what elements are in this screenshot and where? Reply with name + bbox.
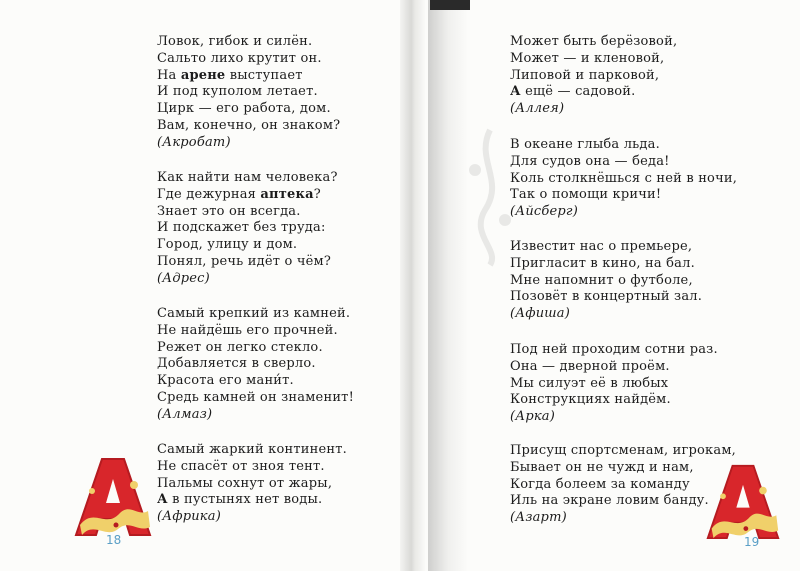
riddle-line: Известит нас о премьере, [510, 239, 693, 254]
riddle-answer: (Акробат) [157, 134, 231, 150]
riddle-line [157, 68, 340, 85]
riddle-afrika [157, 442, 347, 526]
riddle-line: Мы силуэт её в любых [510, 375, 669, 391]
riddle-arka [510, 342, 718, 426]
riddle-line-text: На [157, 67, 181, 83]
riddle-line-text: в пустынях нет воды. [167, 492, 323, 508]
riddle-line: Средь камней он знаменит! [157, 389, 354, 405]
book-gutter [400, 0, 425, 571]
riddle-line: Для судов она — беда! [510, 153, 670, 169]
riddle-line: Иль на экране ловим банду. [510, 493, 709, 509]
riddle-line: Цирк — его работа, дом. [157, 101, 331, 117]
riddle-line [157, 492, 347, 509]
riddle-line: Добавляется в сверло. [157, 356, 316, 372]
riddle-line: Понял, речь идёт о чём? [157, 253, 331, 269]
riddle-adres [157, 170, 338, 288]
riddle-line: И подскажет без труда: [157, 220, 326, 236]
riddle-answer: (Айсберг) [510, 204, 578, 220]
riddle-line: И под куполом летает. [157, 84, 318, 100]
riddle-line: В океане глыба льда. [510, 137, 660, 152]
riddle-line: Сальто лихо крутит он. [157, 50, 322, 66]
riddle-keyword: А [157, 492, 168, 508]
riddle-azart [510, 443, 736, 527]
riddle-line: Ловок, гибок и силён. [157, 34, 313, 49]
letter-a-decorative-icon [704, 462, 782, 540]
riddle-answer: (Афиша) [510, 306, 571, 322]
riddle-line: Мне напомнит о футболе, [510, 272, 693, 288]
riddle-line: Город, улицу и дом. [157, 237, 298, 253]
riddle-answer: (Арка) [510, 409, 556, 425]
riddle-aysberg [510, 137, 737, 221]
riddle-line: Самый крепкий из камней. [157, 306, 351, 321]
riddle-line: Она — дверной проём. [510, 358, 670, 374]
riddle-line: Пригласит в кино, на бал. [510, 255, 695, 271]
page-number: 18 [106, 533, 122, 547]
riddle-line: Самый жаркий континент. [157, 442, 347, 457]
riddle-alleya [510, 34, 677, 118]
riddle-line: Вам, конечно, он знаком? [157, 117, 341, 133]
riddle-answer: (Азарт) [510, 510, 567, 526]
page-number: 19 [744, 535, 760, 549]
riddle-akrobat [157, 34, 340, 152]
riddle-almaz [157, 306, 354, 424]
riddle-line-text: ещё — садовой. [520, 84, 636, 100]
riddle-line: Не найдёшь его прочней. [157, 322, 338, 338]
riddle-line [510, 84, 677, 101]
riddle-line: Так о помощи кричи! [510, 187, 662, 203]
riddle-line: Липовой и парковой, [510, 67, 660, 83]
riddle-keyword: арене [180, 67, 226, 83]
riddle-line: Как найти нам человека? [157, 170, 338, 185]
riddle-line-text: ? [313, 186, 321, 202]
riddle-line: Может — и кленовой, [510, 50, 665, 66]
riddle-line: Позовёт в концертный зал. [510, 289, 703, 305]
riddle-line: Присущ спортсменам, игрокам, [510, 443, 736, 458]
riddle-line: Может быть берёзовой, [510, 34, 678, 49]
riddle-answer: (Адрес) [157, 270, 210, 286]
riddle-line: Не спасёт от зноя тент. [157, 458, 325, 474]
riddle-line: Режет он легко стекло. [157, 339, 323, 355]
riddle-line [157, 187, 338, 204]
riddle-line: Знает это он всегда. [157, 203, 301, 219]
riddle-line-text: выступает [225, 67, 303, 83]
riddle-afisha [510, 239, 702, 323]
riddle-line: Когда болеем за команду [510, 476, 690, 492]
riddle-line: Конструкциях найдём. [510, 392, 671, 408]
spine-shadow [428, 0, 468, 571]
riddle-line: Пальмы сохнут от жары, [157, 475, 333, 491]
page-edge-mark [430, 0, 470, 10]
riddle-line: Бывает он не чужд и нам, [510, 459, 694, 475]
letter-a-decorative-icon [72, 455, 154, 537]
riddle-answer: (Алмаз) [157, 406, 213, 422]
riddle-keyword: А [510, 84, 521, 100]
riddle-line: Под ней проходим сотни раз. [510, 342, 718, 357]
riddle-line-text: Где дежурная [157, 186, 261, 202]
riddle-line: Коль столкнёшься с ней в ночи, [510, 170, 738, 186]
riddle-answer: (Аллея) [510, 101, 565, 117]
riddle-keyword: аптека [260, 186, 314, 202]
riddle-answer: (Африка) [157, 509, 221, 525]
riddle-line: Красота его мани́т. [157, 373, 294, 389]
